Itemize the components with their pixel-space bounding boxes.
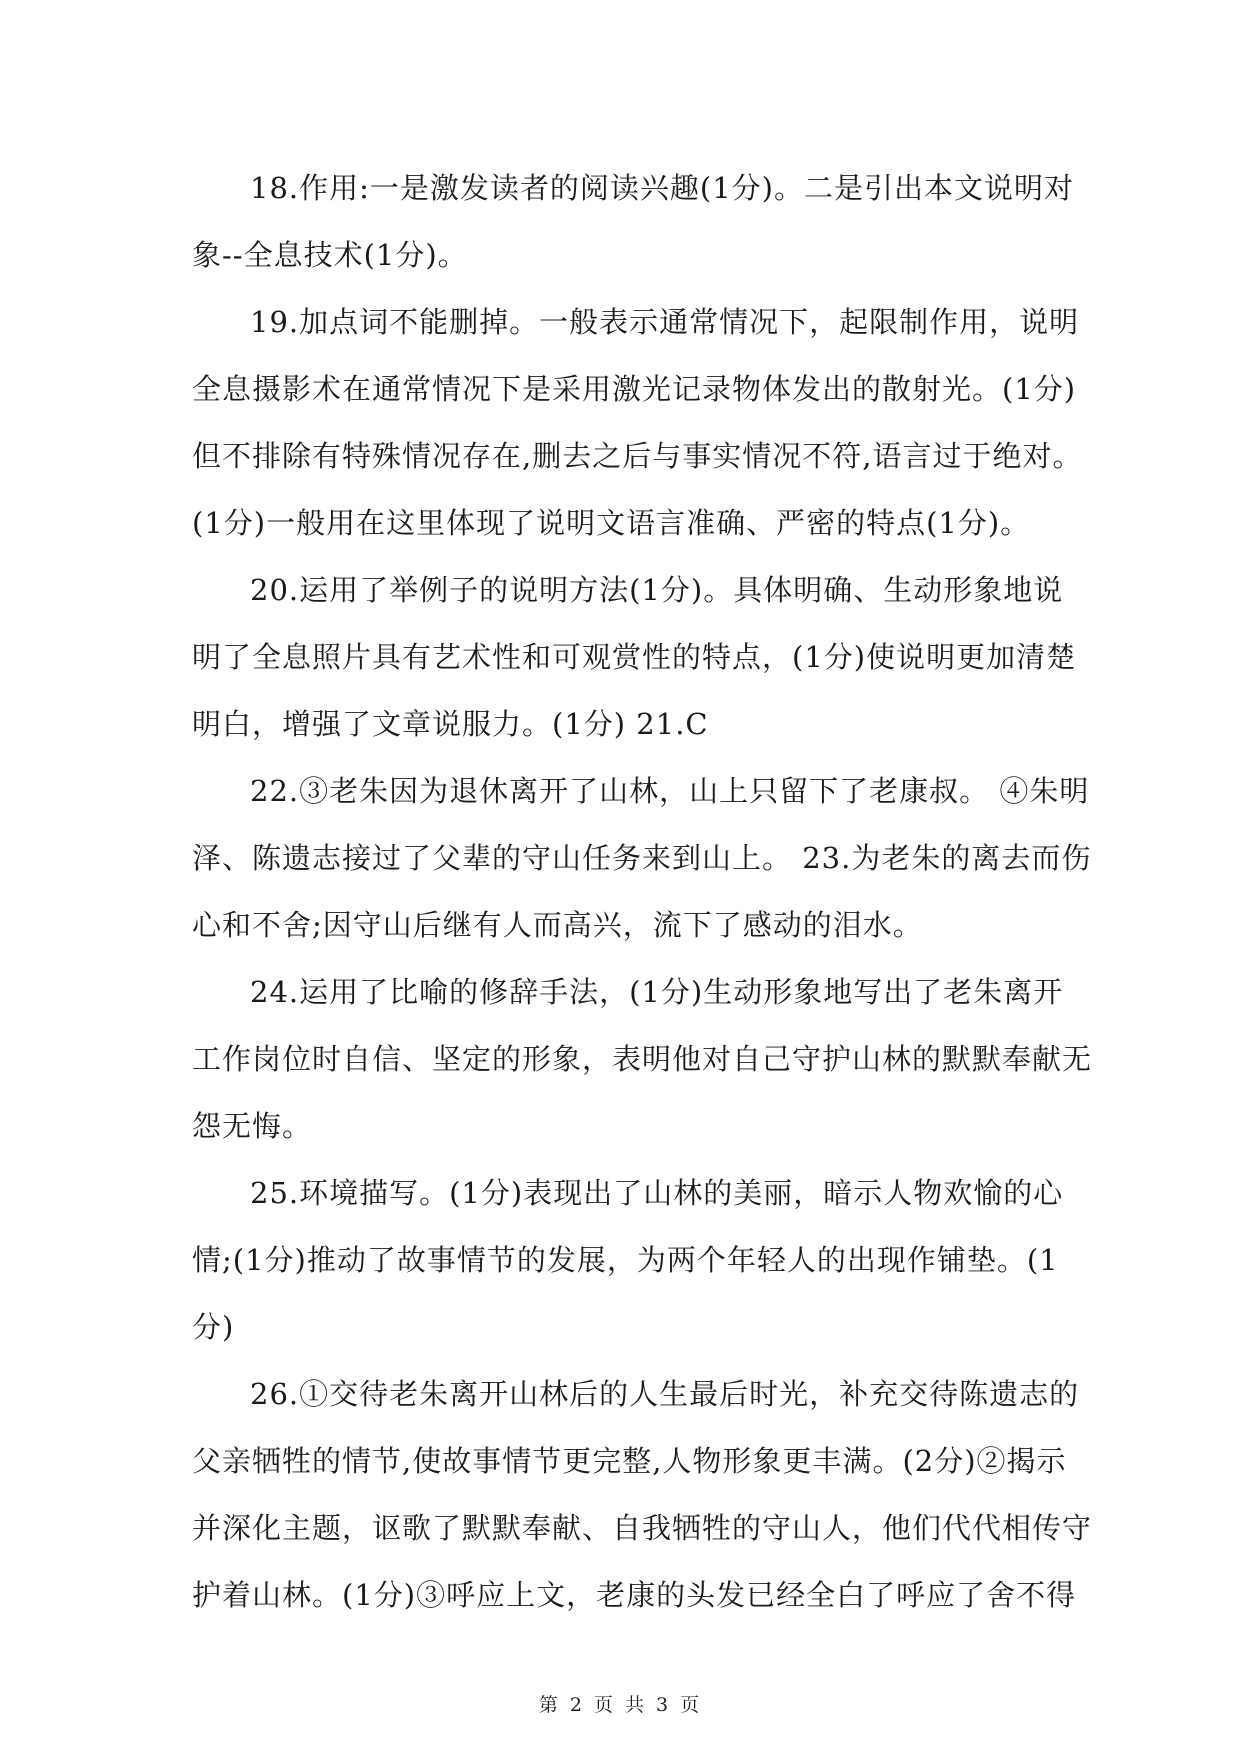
text-line: 22.③老朱因为退休离开了山林，山上只留下了老康叔。 ④朱明: [250, 774, 1090, 808]
answer-content: [192, 155, 1093, 1629]
page-number-footer: 第 2 页 共 3 页: [538, 1694, 703, 1716]
text-line: 25.环境描写。(1分)表现出了山林的美丽，暗示人物欢愉的心: [250, 1176, 1064, 1210]
text-line: 心和不舍;因守山后继有人而高兴，流下了感动的泪水。: [192, 908, 923, 942]
text-line: 分): [192, 1310, 235, 1344]
answer-26: [192, 1361, 1093, 1629]
text-line: 明了全息照片具有艺术性和可观赏性的特点，(1分)使说明更加清楚: [192, 640, 1077, 674]
text-line: 24.运用了比喻的修辞手法，(1分)生动形象地写出了老朱离开: [250, 975, 1064, 1009]
text-line: 情;(1分)推动了故事情节的发展，为两个年轻人的出现作铺垫。(1: [192, 1243, 1059, 1277]
text-line: 护着山林。(1分)③呼应上文，老康的头发已经全白了呼应了舍不得: [192, 1578, 1077, 1612]
text-line: 象--全息技术(1分)。: [192, 238, 468, 272]
text-line: 并深化主题，讴歌了默默奉献、自我牺牲的守山人，他们代代相传守: [192, 1511, 1093, 1545]
text-line: 明白，增强了文章说服力。(1分) 21.C: [192, 707, 709, 741]
answer-18: [192, 155, 1074, 289]
text-line: 26.①交待老朱离开山林后的人生最后时光，补充交待陈遗志的: [250, 1377, 1080, 1411]
text-line: 18.作用:一是激发读者的阅读兴趣(1分)。二是引出本文说明对: [250, 171, 1074, 205]
text-line: 怨无悔。: [192, 1109, 313, 1143]
text-line: 20.运用了举例子的说明方法(1分)。具体明确、生动形象地说: [250, 573, 1064, 607]
answer-20-21: [192, 557, 1077, 758]
text-line: 工作岗位时自信、坚定的形象，表明他对自己守护山林的默默奉献无: [192, 1042, 1093, 1076]
answer-19: [192, 289, 1083, 557]
text-line: 全息摄影术在通常情况下是采用激光记录物体发出的散射光。(1分): [192, 372, 1077, 406]
answer-25: [192, 1160, 1062, 1361]
text-line: 但不排除有特殊情况存在,删去之后与事实情况不符,语言过于绝对。: [192, 439, 1083, 473]
answer-22-23: [192, 758, 1092, 959]
text-line: 父亲牺牲的情节,使故事情节更完整,人物形象更丰满。(2分)②揭示: [192, 1444, 1067, 1478]
answer-24: [192, 959, 1093, 1160]
text-line: (1分)一般用在这里体现了说明文语言准确、严密的特点(1分)。: [192, 506, 1031, 540]
text-line: 19.加点词不能删掉。一般表示通常情况下，起限制作用，说明: [250, 305, 1080, 339]
text-line: 泽、陈遗志接过了父辈的守山任务来到山上。 23.为老朱的离去而伤: [192, 841, 1092, 875]
